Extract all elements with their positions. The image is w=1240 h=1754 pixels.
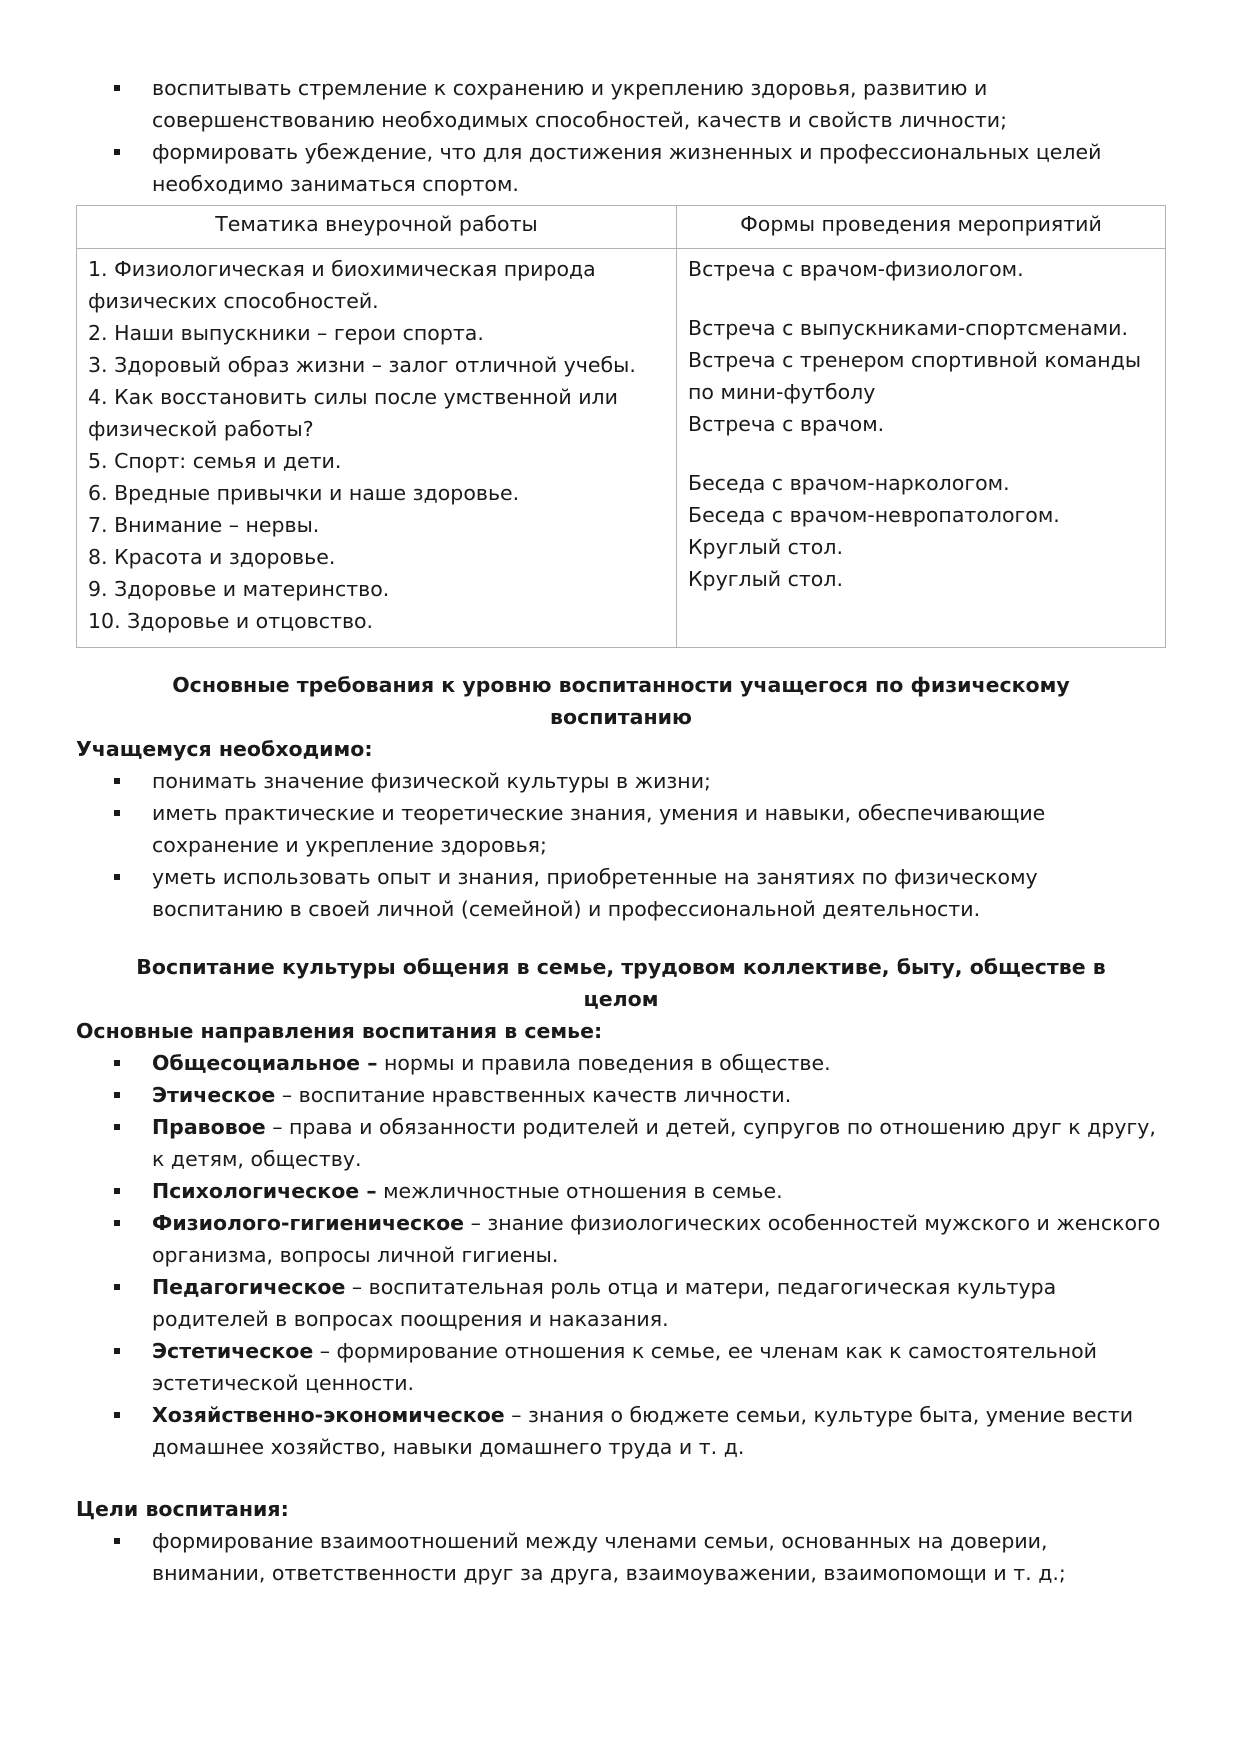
form-item: Встреча с выпускниками-спортсменами. (688, 316, 1128, 340)
topic-item: 6. Вредные привычки и наше здоровье. (88, 481, 520, 505)
direction-text: – формирование отношения к семье, ее членам как к самостоятельной эстетической ценности. (152, 1339, 1098, 1395)
document-content (76, 72, 1166, 1589)
direction-text: – права и обязанности родителей и детей, супругов по отношению друг к другу, к детям, обществу. (152, 1115, 1156, 1171)
direction-term: Правовое (152, 1115, 266, 1139)
direction-text: нормы и правила поведения в обществе. (377, 1051, 831, 1075)
topic-item: 9. Здоровье и материнство. (88, 577, 390, 601)
activities-table (76, 205, 1166, 648)
direction-term: Хозяйственно-экономическое (152, 1403, 505, 1427)
goals-bullet-list (76, 1525, 1166, 1589)
list-item: уметь использовать опыт и знания, приобретенные на занятиях по физическому воспитанию в своей личной (семейной) и профессиональной деятельности. (76, 861, 1166, 925)
list-item (76, 1271, 1166, 1335)
list-item (76, 1175, 1166, 1207)
table-header-topics: Тематика внеурочной работы (77, 206, 677, 249)
list-item (76, 1335, 1166, 1399)
intro-bullet-list (76, 72, 1166, 200)
topic-item: 3. Здоровый образ жизни – залог отличной учебы. (88, 353, 636, 377)
direction-term: Этическое (152, 1083, 276, 1107)
direction-text: – воспитательная роль отца и матери, педагогическая культура родителей в вопросах поощрения и наказания. (152, 1275, 1057, 1331)
topics-cell (77, 249, 677, 648)
topic-item: 7. Внимание – нервы. (88, 513, 320, 537)
directions-bullet-list (76, 1047, 1166, 1463)
list-item (76, 1079, 1166, 1111)
topic-item: 1. Физиологическая и биохимическая природа физических способностей. (88, 257, 596, 313)
direction-text: межличностные отношения в семье. (376, 1179, 783, 1203)
list-item: понимать значение физической культуры в жизни; (76, 765, 1166, 797)
list-item (76, 1207, 1166, 1271)
direction-term: Эстетическое (152, 1339, 314, 1363)
list-item: формирование взаимоотношений между членами семьи, основанных на доверии, внимании, ответственности друг за друга, взаимоуважении, взаимопомощи и т. д.; (76, 1525, 1166, 1589)
direction-term: Общесоциальное – (152, 1051, 378, 1075)
section-title-requirements: Основные требования к уровню воспитанности учащегося по физическому воспитанию (172, 673, 1070, 729)
topic-item: 10. Здоровье и отцовство. (88, 609, 374, 633)
spacer (688, 285, 1155, 312)
direction-text: – знание физиологических особенностей мужского и женского организма, вопросы личной гигиены. (152, 1211, 1161, 1267)
form-item: Беседа с врачом-наркологом. (688, 471, 1010, 495)
table-row (77, 249, 1166, 648)
table-header-forms: Формы проведения мероприятий (677, 206, 1166, 249)
topic-item: 5. Спорт: семья и дети. (88, 449, 342, 473)
direction-term: Педагогическое (152, 1275, 346, 1299)
form-item: Встреча с врачом. (688, 412, 885, 436)
section-subtitle: Основные направления воспитания в семье: (76, 1019, 603, 1043)
section-subtitle: Учащемуся необходимо: (76, 737, 373, 761)
topic-item: 2. Наши выпускники – герои спорта. (88, 321, 484, 345)
list-item (76, 1047, 1166, 1079)
form-item: Круглый стол. (688, 567, 843, 591)
topic-item: 4. Как восстановить силы после умственной или физической работы? (88, 385, 618, 441)
form-item: Беседа с врачом-невропатологом. (688, 503, 1060, 527)
direction-term: Психологическое – (152, 1179, 377, 1203)
table-header-row (77, 206, 1166, 249)
direction-text: – знания о бюджете семьи, культуре быта, умение вести домашнее хозяйство, навыки домашнего труда и т. д. (152, 1403, 1134, 1459)
section-title-communication: Воспитание культуры общения в семье, трудовом коллективе, быту, обществе в целом (136, 955, 1106, 1011)
direction-text: – воспитание нравственных качеств личности. (275, 1083, 792, 1107)
spacer (688, 440, 1155, 467)
form-item: Встреча с тренером спортивной команды по мини-футболу (688, 348, 1142, 404)
requirements-bullet-list (76, 765, 1166, 925)
form-item: Круглый стол. (688, 535, 843, 559)
list-item: воспитывать стремление к сохранению и укреплению здоровья, развитию и совершенствованию необходимых способностей, качеств и свойств личности; (76, 72, 1166, 136)
section-subtitle-goals: Цели воспитания: (76, 1497, 289, 1521)
list-item: формировать убеждение, что для достижения жизненных и профессиональных целей необходимо заниматься спортом. (76, 136, 1166, 200)
forms-cell (677, 249, 1166, 648)
list-item (76, 1399, 1166, 1463)
direction-term: Физиолого-гигиеническое (152, 1211, 465, 1235)
topic-item: 8. Красота и здоровье. (88, 545, 336, 569)
form-item: Встреча с врачом-физиологом. (688, 257, 1024, 281)
list-item: иметь практические и теоретические знания, умения и навыки, обеспечивающие сохранение и укрепление здоровья; (76, 797, 1166, 861)
list-item (76, 1111, 1166, 1175)
